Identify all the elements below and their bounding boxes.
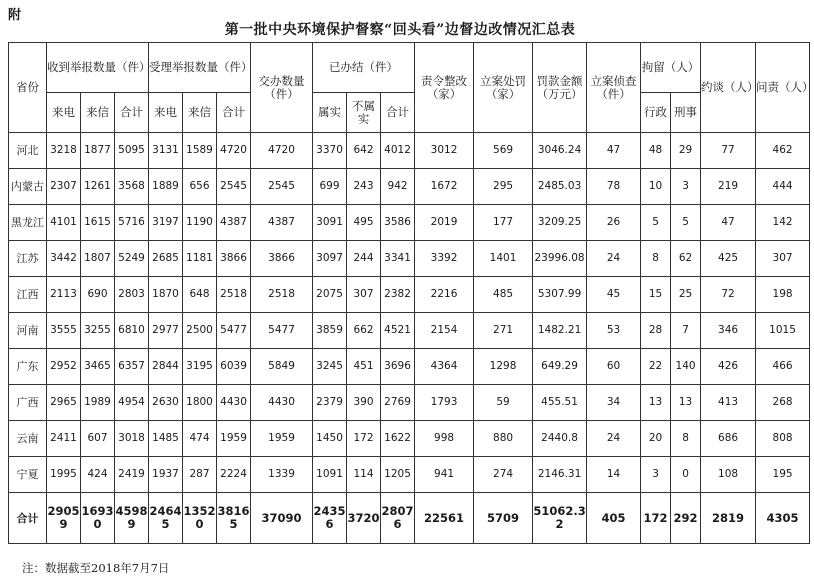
cell-crim: 62 bbox=[671, 241, 701, 277]
cell-rect: 4364 bbox=[415, 349, 474, 385]
cell-fine: 2146.31 bbox=[533, 457, 587, 493]
cell-interview: 108 bbox=[701, 457, 756, 493]
cell-invest: 34 bbox=[587, 385, 641, 421]
cell-rect: 2019 bbox=[415, 205, 474, 241]
cell-penalty: 274 bbox=[474, 457, 533, 493]
cell-conc-total: 4012 bbox=[381, 133, 415, 169]
cell-rect: 998 bbox=[415, 421, 474, 457]
cell-invest: 45 bbox=[587, 277, 641, 313]
cell-recv-total: 3568 bbox=[115, 169, 149, 205]
cell-acc-letter: 287 bbox=[183, 457, 217, 493]
header-criminal: 刑事 bbox=[671, 93, 701, 133]
cell-province: 黑龙江 bbox=[9, 205, 47, 241]
cell-fine: 2440.8 bbox=[533, 421, 587, 457]
cell-province: 云南 bbox=[9, 421, 47, 457]
header-interview: 约谈（人） bbox=[701, 43, 756, 133]
cell-interview: 219 bbox=[701, 169, 756, 205]
total-cell-account: 4305 bbox=[756, 493, 810, 544]
cell-province: 江苏 bbox=[9, 241, 47, 277]
cell-penalty: 880 bbox=[474, 421, 533, 457]
header-recv-total: 合计 bbox=[115, 93, 149, 133]
cell-recv-total: 4954 bbox=[115, 385, 149, 421]
cell-rect: 3392 bbox=[415, 241, 474, 277]
cell-acc-call: 1937 bbox=[149, 457, 183, 493]
header-recv-letter: 来信 bbox=[81, 93, 115, 133]
cell-admin: 20 bbox=[641, 421, 671, 457]
cell-fine: 5307.99 bbox=[533, 277, 587, 313]
cell-recv-call: 4101 bbox=[47, 205, 81, 241]
cell-acc-call: 1889 bbox=[149, 169, 183, 205]
cell-acc-letter: 1181 bbox=[183, 241, 217, 277]
total-cell-admin: 172 bbox=[641, 493, 671, 544]
cell-conc-total: 3586 bbox=[381, 205, 415, 241]
cell-recv-letter: 1807 bbox=[81, 241, 115, 277]
cell-interview: 425 bbox=[701, 241, 756, 277]
cell-fine: 2485.03 bbox=[533, 169, 587, 205]
cell-admin: 13 bbox=[641, 385, 671, 421]
cell-crim: 13 bbox=[671, 385, 701, 421]
cell-acc-total: 6039 bbox=[217, 349, 251, 385]
header-received: 收到举报数量（件） bbox=[47, 43, 149, 93]
cell-invest: 26 bbox=[587, 205, 641, 241]
table-row bbox=[9, 277, 810, 313]
cell-penalty: 569 bbox=[474, 133, 533, 169]
cell-notconf: 390 bbox=[347, 385, 381, 421]
cell-account: 462 bbox=[756, 133, 810, 169]
cell-invest: 24 bbox=[587, 421, 641, 457]
cell-conf: 699 bbox=[313, 169, 347, 205]
header-confirmed: 属实 bbox=[313, 93, 347, 133]
cell-acc-letter: 1589 bbox=[183, 133, 217, 169]
cell-account: 268 bbox=[756, 385, 810, 421]
table-title: 第一批中央环境保护督察“回头看”边督边改情况汇总表 bbox=[224, 22, 576, 38]
cell-acc-total: 2518 bbox=[217, 277, 251, 313]
cell-conc-total: 2382 bbox=[381, 277, 415, 313]
cell-recv-letter: 607 bbox=[81, 421, 115, 457]
total-cell-fine: 51062.32 bbox=[533, 493, 587, 544]
header-detention: 拘留（人） bbox=[641, 43, 701, 93]
table-row bbox=[9, 169, 810, 205]
total-cell-interview: 2819 bbox=[701, 493, 756, 544]
cell-notconf: 172 bbox=[347, 421, 381, 457]
cell-transferred: 5477 bbox=[251, 313, 313, 349]
header-concluded: 已办结（件） bbox=[313, 43, 415, 93]
cell-invest: 14 bbox=[587, 457, 641, 493]
cell-penalty: 295 bbox=[474, 169, 533, 205]
cell-penalty: 59 bbox=[474, 385, 533, 421]
cell-penalty: 1401 bbox=[474, 241, 533, 277]
cell-acc-letter: 474 bbox=[183, 421, 217, 457]
cell-admin: 28 bbox=[641, 313, 671, 349]
cell-interview: 72 bbox=[701, 277, 756, 313]
cell-conf: 1450 bbox=[313, 421, 347, 457]
total-cell-acc-total: 38165 bbox=[217, 493, 251, 544]
cell-conc-total: 942 bbox=[381, 169, 415, 205]
cell-province: 江西 bbox=[9, 277, 47, 313]
header-not-confirmed: 不属实 bbox=[347, 93, 381, 133]
cell-acc-call: 1870 bbox=[149, 277, 183, 313]
cell-acc-call: 2977 bbox=[149, 313, 183, 349]
cell-acc-call: 2685 bbox=[149, 241, 183, 277]
total-cell-notconf: 3720 bbox=[347, 493, 381, 544]
header-accepted: 受理举报数量（件） bbox=[149, 43, 251, 93]
table-row bbox=[9, 349, 810, 385]
cell-fine: 1482.21 bbox=[533, 313, 587, 349]
cell-conc-total: 4521 bbox=[381, 313, 415, 349]
cell-recv-total: 2803 bbox=[115, 277, 149, 313]
footnote: 注：数据截至2018年7月7日 bbox=[22, 561, 170, 575]
cell-recv-total: 5095 bbox=[115, 133, 149, 169]
header-concluded-total: 合计 bbox=[381, 93, 415, 133]
cell-crim: 140 bbox=[671, 349, 701, 385]
header-accountability: 问责（人） bbox=[756, 43, 810, 133]
cell-transferred: 5849 bbox=[251, 349, 313, 385]
cell-conf: 3859 bbox=[313, 313, 347, 349]
cell-transferred: 2545 bbox=[251, 169, 313, 205]
total-cell-recv-call: 29059 bbox=[47, 493, 81, 544]
cell-crim: 7 bbox=[671, 313, 701, 349]
header-penalty-cases: 立案处罚（家） bbox=[474, 43, 533, 133]
cell-acc-total: 4387 bbox=[217, 205, 251, 241]
cell-recv-letter: 424 bbox=[81, 457, 115, 493]
cell-invest: 60 bbox=[587, 349, 641, 385]
cell-province: 宁夏 bbox=[9, 457, 47, 493]
cell-recv-letter: 690 bbox=[81, 277, 115, 313]
cell-fine: 23996.08 bbox=[533, 241, 587, 277]
cell-acc-total: 4720 bbox=[217, 133, 251, 169]
total-cell-acc-call: 24645 bbox=[149, 493, 183, 544]
cell-transferred: 4430 bbox=[251, 385, 313, 421]
header-rectification: 责令整改（家） bbox=[415, 43, 474, 133]
cell-rect: 2154 bbox=[415, 313, 474, 349]
cell-notconf: 662 bbox=[347, 313, 381, 349]
header-acc-total: 合计 bbox=[217, 93, 251, 133]
cell-acc-total: 5477 bbox=[217, 313, 251, 349]
total-row bbox=[9, 493, 810, 544]
cell-acc-call: 3131 bbox=[149, 133, 183, 169]
cell-recv-total: 5716 bbox=[115, 205, 149, 241]
cell-interview: 686 bbox=[701, 421, 756, 457]
header-administrative: 行政 bbox=[641, 93, 671, 133]
table-row bbox=[9, 421, 810, 457]
cell-conf: 3370 bbox=[313, 133, 347, 169]
total-cell-crim: 292 bbox=[671, 493, 701, 544]
cell-recv-letter: 1877 bbox=[81, 133, 115, 169]
cell-notconf: 642 bbox=[347, 133, 381, 169]
cell-acc-call: 2844 bbox=[149, 349, 183, 385]
header-province: 省份 bbox=[9, 43, 47, 133]
cell-acc-letter: 656 bbox=[183, 169, 217, 205]
cell-crim: 0 bbox=[671, 457, 701, 493]
cell-conf: 2379 bbox=[313, 385, 347, 421]
cell-recv-total: 2419 bbox=[115, 457, 149, 493]
cell-account: 1015 bbox=[756, 313, 810, 349]
cell-recv-letter: 1261 bbox=[81, 169, 115, 205]
cell-notconf: 495 bbox=[347, 205, 381, 241]
cell-notconf: 307 bbox=[347, 277, 381, 313]
cell-account: 198 bbox=[756, 277, 810, 313]
cell-recv-call: 2113 bbox=[47, 277, 81, 313]
cell-province: 广西 bbox=[9, 385, 47, 421]
total-cell-province: 合计 bbox=[9, 493, 47, 544]
cell-crim: 29 bbox=[671, 133, 701, 169]
cell-admin: 10 bbox=[641, 169, 671, 205]
cell-penalty: 1298 bbox=[474, 349, 533, 385]
cell-recv-letter: 3465 bbox=[81, 349, 115, 385]
cell-conc-total: 1622 bbox=[381, 421, 415, 457]
cell-interview: 346 bbox=[701, 313, 756, 349]
cell-conf: 1091 bbox=[313, 457, 347, 493]
cell-recv-letter: 3255 bbox=[81, 313, 115, 349]
cell-conf: 3245 bbox=[313, 349, 347, 385]
attachment-label: 附 bbox=[8, 8, 22, 23]
cell-conf: 2075 bbox=[313, 277, 347, 313]
cell-rect: 1672 bbox=[415, 169, 474, 205]
cell-notconf: 114 bbox=[347, 457, 381, 493]
cell-recv-call: 2965 bbox=[47, 385, 81, 421]
cell-fine: 455.51 bbox=[533, 385, 587, 421]
header-investigation: 立案侦查（件） bbox=[587, 43, 641, 133]
total-cell-recv-total: 45989 bbox=[115, 493, 149, 544]
cell-province: 内蒙古 bbox=[9, 169, 47, 205]
cell-admin: 15 bbox=[641, 277, 671, 313]
cell-crim: 3 bbox=[671, 169, 701, 205]
cell-acc-letter: 648 bbox=[183, 277, 217, 313]
table-row bbox=[9, 385, 810, 421]
cell-recv-call: 1995 bbox=[47, 457, 81, 493]
cell-recv-call: 2411 bbox=[47, 421, 81, 457]
table-row bbox=[9, 457, 810, 493]
cell-account: 307 bbox=[756, 241, 810, 277]
cell-invest: 24 bbox=[587, 241, 641, 277]
total-cell-rect: 22561 bbox=[415, 493, 474, 544]
cell-interview: 47 bbox=[701, 205, 756, 241]
header-fine-amount: 罚款金额（万元） bbox=[533, 43, 587, 133]
cell-transferred: 1339 bbox=[251, 457, 313, 493]
cell-conc-total: 2769 bbox=[381, 385, 415, 421]
cell-invest: 47 bbox=[587, 133, 641, 169]
cell-invest: 78 bbox=[587, 169, 641, 205]
cell-acc-total: 2545 bbox=[217, 169, 251, 205]
cell-recv-letter: 1615 bbox=[81, 205, 115, 241]
cell-recv-total: 3018 bbox=[115, 421, 149, 457]
cell-recv-total: 6810 bbox=[115, 313, 149, 349]
table-row bbox=[9, 313, 810, 349]
total-cell-invest: 405 bbox=[587, 493, 641, 544]
cell-interview: 77 bbox=[701, 133, 756, 169]
cell-conf: 3091 bbox=[313, 205, 347, 241]
cell-province: 河南 bbox=[9, 313, 47, 349]
cell-admin: 3 bbox=[641, 457, 671, 493]
cell-notconf: 244 bbox=[347, 241, 381, 277]
total-cell-conf: 24356 bbox=[313, 493, 347, 544]
cell-admin: 48 bbox=[641, 133, 671, 169]
cell-acc-total: 3866 bbox=[217, 241, 251, 277]
cell-account: 808 bbox=[756, 421, 810, 457]
cell-rect: 2216 bbox=[415, 277, 474, 313]
cell-recv-call: 3555 bbox=[47, 313, 81, 349]
cell-penalty: 485 bbox=[474, 277, 533, 313]
total-cell-conc-total: 28076 bbox=[381, 493, 415, 544]
cell-acc-letter: 3195 bbox=[183, 349, 217, 385]
summary-table bbox=[8, 42, 814, 544]
cell-recv-call: 2307 bbox=[47, 169, 81, 205]
cell-crim: 25 bbox=[671, 277, 701, 313]
cell-crim: 5 bbox=[671, 205, 701, 241]
cell-acc-total: 1959 bbox=[217, 421, 251, 457]
cell-transferred: 4720 bbox=[251, 133, 313, 169]
cell-transferred: 3866 bbox=[251, 241, 313, 277]
total-cell-penalty: 5709 bbox=[474, 493, 533, 544]
cell-interview: 413 bbox=[701, 385, 756, 421]
cell-fine: 649.29 bbox=[533, 349, 587, 385]
cell-acc-letter: 1190 bbox=[183, 205, 217, 241]
cell-recv-total: 6357 bbox=[115, 349, 149, 385]
table-row bbox=[9, 205, 810, 241]
cell-account: 142 bbox=[756, 205, 810, 241]
cell-invest: 53 bbox=[587, 313, 641, 349]
header-acc-call: 来电 bbox=[149, 93, 183, 133]
cell-transferred: 4387 bbox=[251, 205, 313, 241]
cell-notconf: 451 bbox=[347, 349, 381, 385]
cell-acc-total: 2224 bbox=[217, 457, 251, 493]
cell-acc-call: 2630 bbox=[149, 385, 183, 421]
cell-notconf: 243 bbox=[347, 169, 381, 205]
cell-acc-call: 3197 bbox=[149, 205, 183, 241]
total-cell-acc-letter: 13520 bbox=[183, 493, 217, 544]
cell-acc-call: 1485 bbox=[149, 421, 183, 457]
cell-conc-total: 3696 bbox=[381, 349, 415, 385]
cell-acc-letter: 2500 bbox=[183, 313, 217, 349]
table-row bbox=[9, 241, 810, 277]
cell-fine: 3209.25 bbox=[533, 205, 587, 241]
cell-transferred: 1959 bbox=[251, 421, 313, 457]
cell-recv-call: 3442 bbox=[47, 241, 81, 277]
cell-admin: 5 bbox=[641, 205, 671, 241]
cell-recv-call: 3218 bbox=[47, 133, 81, 169]
cell-recv-letter: 1989 bbox=[81, 385, 115, 421]
total-cell-transferred: 37090 bbox=[251, 493, 313, 544]
cell-province: 河北 bbox=[9, 133, 47, 169]
cell-account: 466 bbox=[756, 349, 810, 385]
header-transferred: 交办数量（件） bbox=[251, 43, 313, 133]
cell-conc-total: 1205 bbox=[381, 457, 415, 493]
cell-recv-total: 5249 bbox=[115, 241, 149, 277]
cell-rect: 3012 bbox=[415, 133, 474, 169]
cell-account: 444 bbox=[756, 169, 810, 205]
cell-recv-call: 2952 bbox=[47, 349, 81, 385]
cell-conc-total: 3341 bbox=[381, 241, 415, 277]
header-acc-letter: 来信 bbox=[183, 93, 217, 133]
header-recv-call: 来电 bbox=[47, 93, 81, 133]
cell-crim: 8 bbox=[671, 421, 701, 457]
cell-acc-letter: 1800 bbox=[183, 385, 217, 421]
cell-penalty: 177 bbox=[474, 205, 533, 241]
cell-acc-total: 4430 bbox=[217, 385, 251, 421]
cell-admin: 22 bbox=[641, 349, 671, 385]
table-row bbox=[9, 133, 810, 169]
cell-admin: 8 bbox=[641, 241, 671, 277]
cell-rect: 941 bbox=[415, 457, 474, 493]
cell-rect: 1793 bbox=[415, 385, 474, 421]
cell-penalty: 271 bbox=[474, 313, 533, 349]
cell-account: 195 bbox=[756, 457, 810, 493]
cell-interview: 426 bbox=[701, 349, 756, 385]
total-cell-recv-letter: 16930 bbox=[81, 493, 115, 544]
cell-conf: 3097 bbox=[313, 241, 347, 277]
cell-province: 广东 bbox=[9, 349, 47, 385]
cell-transferred: 2518 bbox=[251, 277, 313, 313]
cell-fine: 3046.24 bbox=[533, 133, 587, 169]
